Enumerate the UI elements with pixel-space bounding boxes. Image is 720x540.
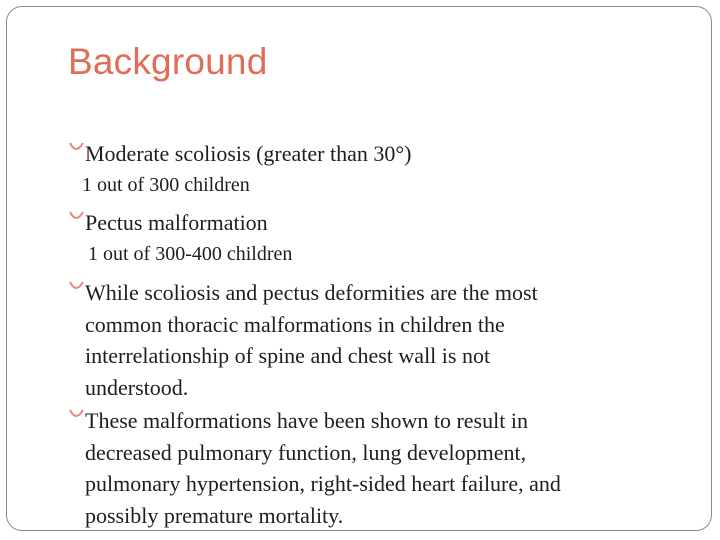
bullet-line: interrelationship of spine and chest wall is not — [85, 343, 491, 368]
bullet-line: possibly premature mortality. — [85, 502, 344, 528]
sub-bullet-pectus-stat: 1 out of 300-400 children — [88, 243, 293, 265]
bullet-interrelationship — [69, 277, 689, 403]
bullet-pectus-malformation — [69, 207, 689, 239]
bullet-line: common thoracic malformations in children the — [85, 311, 505, 337]
bullet-text: Pectus malformation — [85, 210, 268, 235]
arc-bullet-icon — [67, 138, 85, 158]
sub-bullet-scoliosis-stat: 1 out of 300 children — [82, 174, 250, 196]
arc-bullet-icon — [67, 405, 85, 425]
bullet-text: Moderate scoliosis (greater than 30°) — [85, 141, 412, 166]
arc-bullet-icon — [67, 277, 85, 297]
bullet-moderate-scoliosis — [69, 138, 689, 170]
arc-bullet-icon — [67, 207, 85, 227]
bullet-consequences — [69, 405, 689, 531]
bullet-line: pulmonary hypertension, right-sided heart failure, and — [85, 471, 561, 496]
bullet-line: These malformations have been shown to result in — [85, 408, 528, 433]
bullet-line: understood. — [85, 374, 189, 400]
bullet-line: decreased pulmonary function, lung development, — [85, 439, 527, 465]
bullet-line: While scoliosis and pectus deformities are the most — [85, 280, 538, 305]
slide-title: Background — [68, 41, 268, 82]
slide — [6, 6, 712, 531]
